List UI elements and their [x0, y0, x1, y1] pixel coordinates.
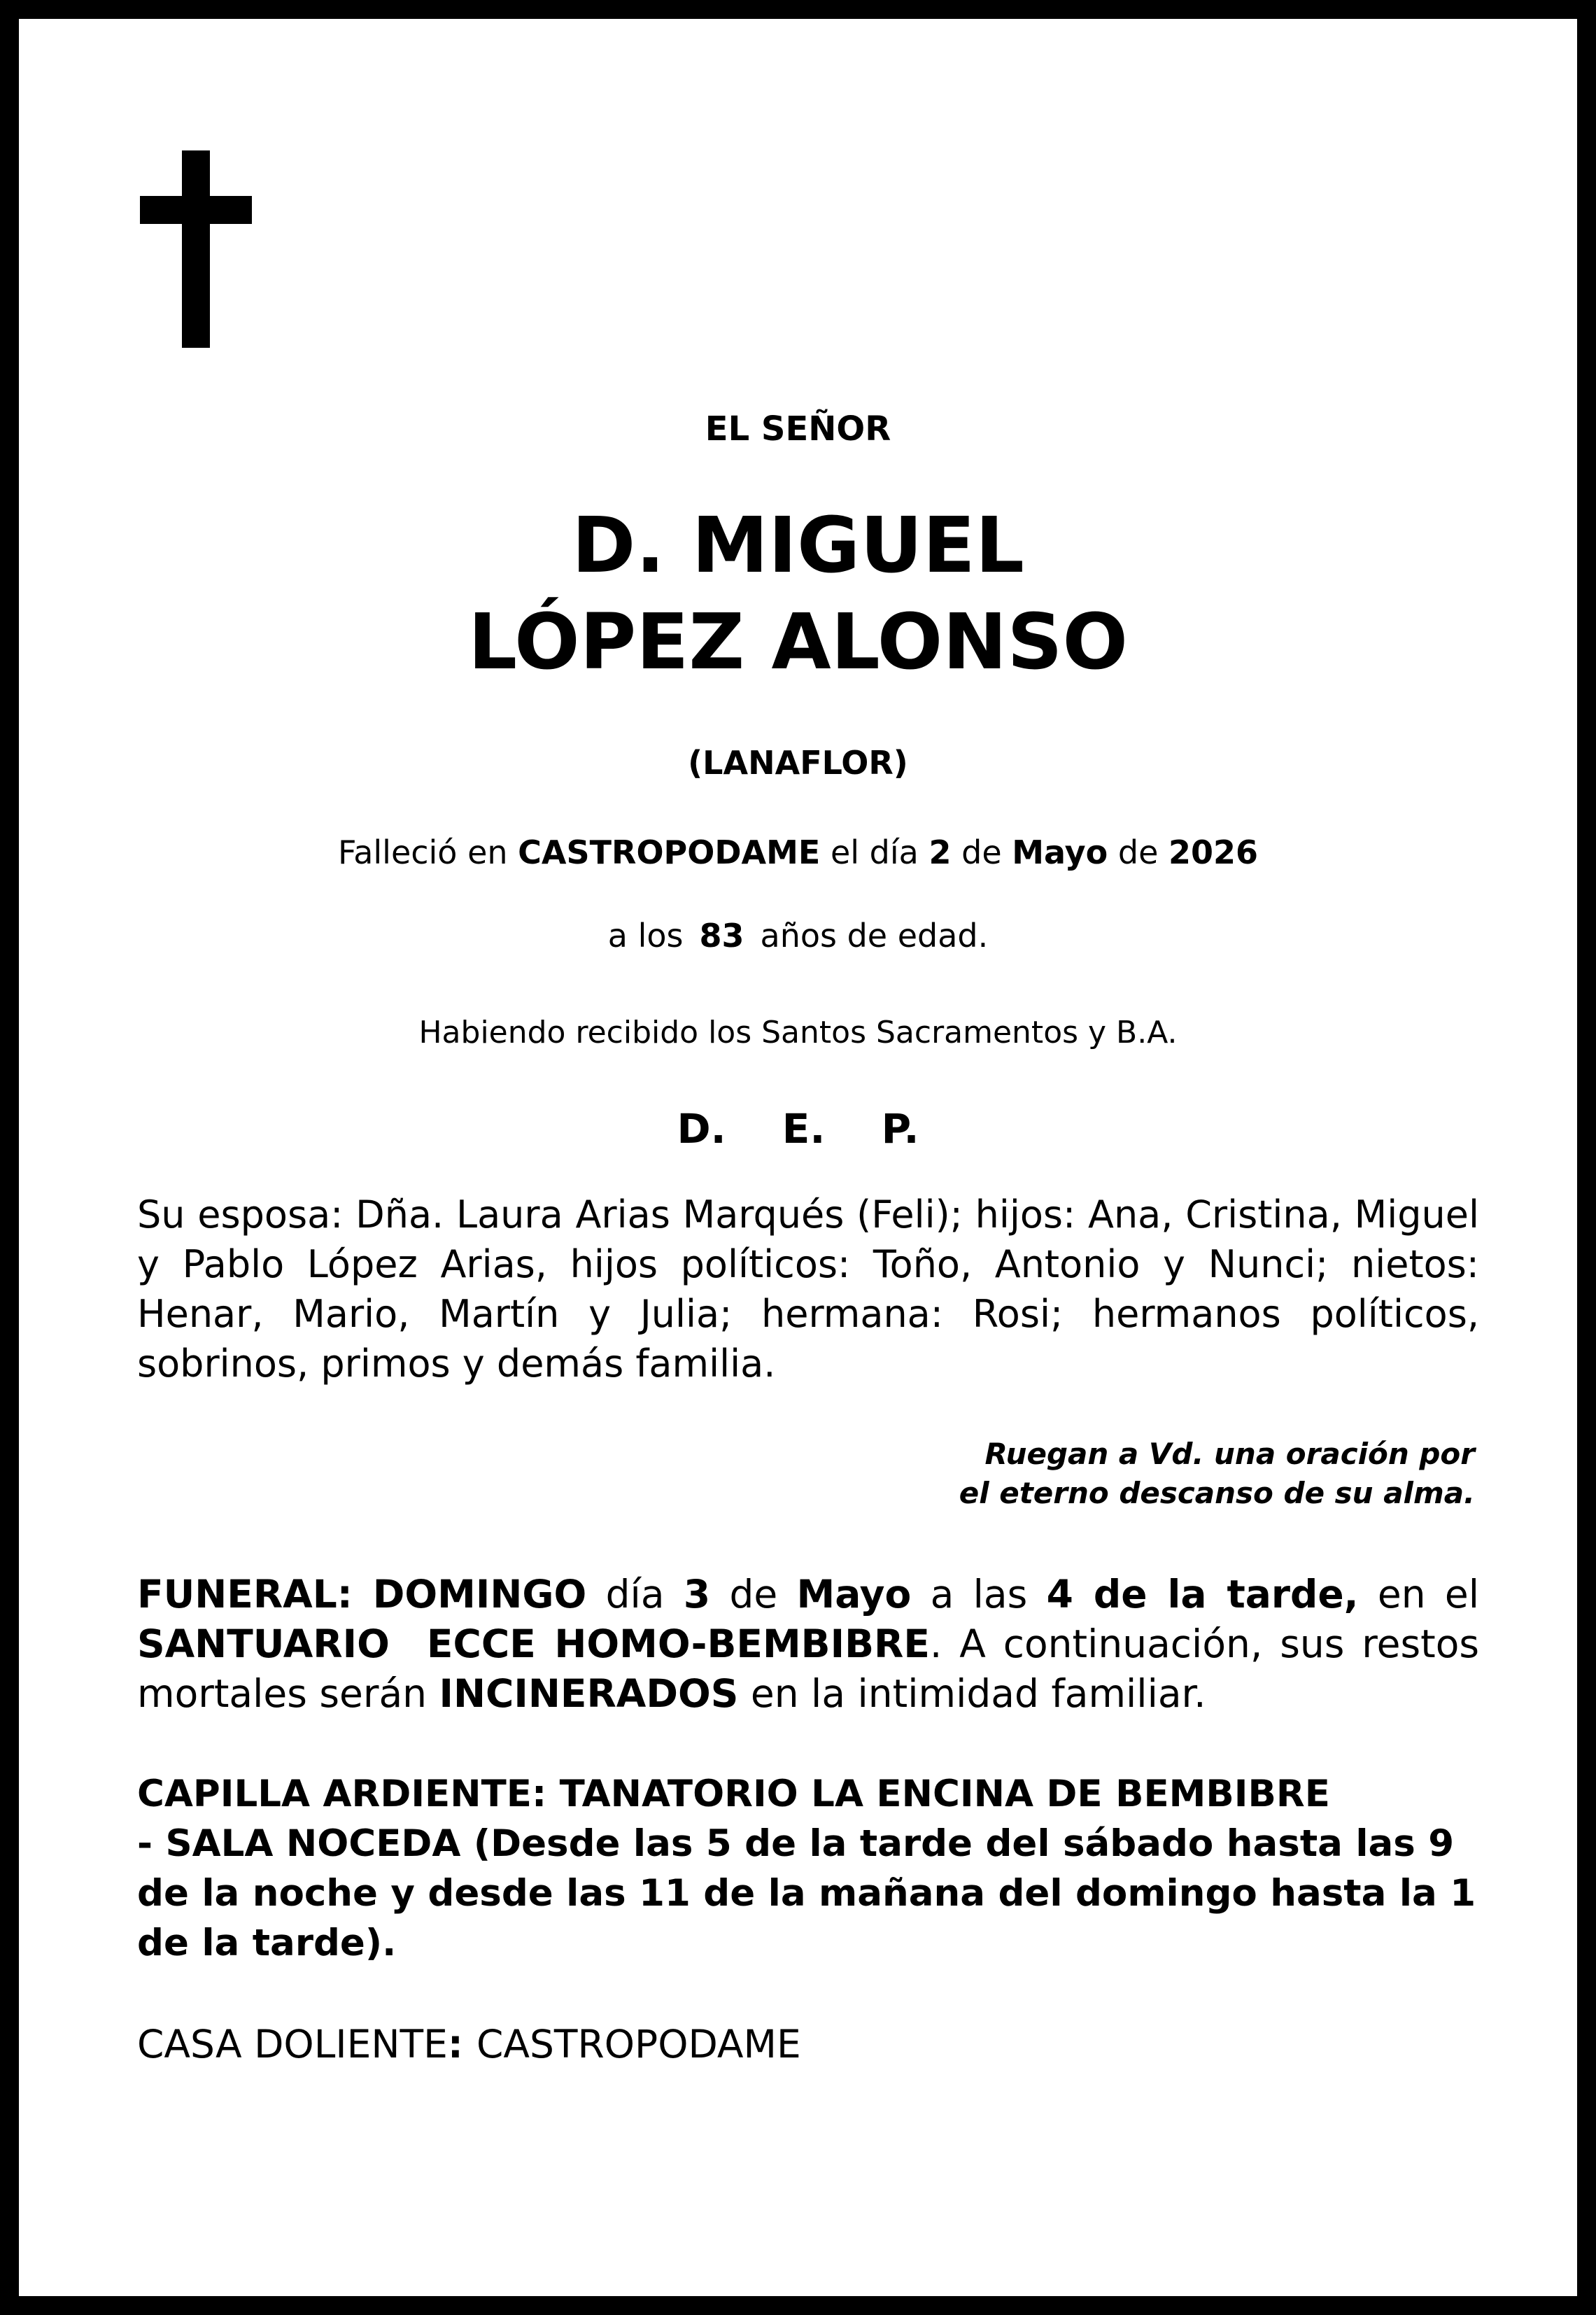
casa-place: CASTROPODAME: [476, 2022, 801, 2067]
deceased-name: [0, 497, 1596, 690]
death-year: 2026: [1168, 833, 1259, 871]
prayer-request: [700, 1435, 1475, 1513]
funeral-time: 4 de la tarde,: [1046, 1572, 1359, 1617]
death-month: Mayo: [1012, 833, 1108, 871]
capilla-ardiente: [137, 1769, 1479, 1968]
funeral-month: Mayo: [796, 1572, 912, 1617]
alias: (LANAFLOR): [688, 744, 908, 782]
death-details: Falleció en CASTROPODAME el día 2 de Mayo de 2026: [337, 833, 1259, 871]
cross-icon: [140, 150, 252, 348]
prayer-line-2: el eterno descanso de su alma.: [959, 1476, 1475, 1510]
name-line-1: D. MIGUEL: [572, 500, 1024, 590]
capilla-place: TANATORIO LA ENCINA DE BEMBIBRE: [559, 1773, 1330, 1815]
age-value: 83: [699, 917, 744, 955]
title-prefix: EL SEÑOR: [705, 409, 891, 449]
funeral-label: FUNERAL: DOMINGO: [137, 1572, 587, 1617]
funeral-place: SANTUARIO ECCE HOMO-BEMBIBRE: [137, 1621, 930, 1666]
death-day: 2: [928, 833, 952, 871]
funeral-day: 3: [683, 1572, 711, 1617]
family-paragraph: Su esposa: Dña. Laura Arias Marqués (Feli); hijos: Ana, Cristina, Miguel y Pablo López Arias, hijos políticos: Toño, Antonio y Nunci; nietos: Henar, Mario, Martín y Julia; hermana: Rosi; hermanos políticos, sobrinos, primos y demás familia.: [137, 1192, 1479, 1386]
rip-line: D. E. P.: [677, 1105, 919, 1153]
age-line: a los 83 años de edad.: [607, 917, 989, 955]
capilla-details: - SALA NOCEDA (Desde las 5 de la tarde del sábado hasta las 9 de la noche y desde las 11 de la mañana del domingo hasta la 1 de la tarde).: [137, 1822, 1476, 1964]
funeral-paragraph: FUNERAL: DOMINGO día 3 de Mayo a las 4 de la tarde, en el SANTUARIO ECCE HOMO-BEMBIBRE. A continuación, sus restos mortales serán INCINERADOS en la intimidad familiar.: [137, 1572, 1480, 1716]
casa-doliente: CASA DOLIENTE: CASTROPODAME: [137, 2022, 801, 2067]
death-place: CASTROPODAME: [518, 833, 821, 871]
sacraments-line: Habiendo recibido los Santos Sacramentos y B.A.: [418, 1015, 1178, 1050]
capilla-heading: CAPILLA ARDIENTE: TANATORIO LA ENCINA DE BEMBIBRE: [137, 1773, 1330, 1815]
funeral-action: INCINERADOS: [439, 1671, 739, 1716]
name-line-2: LÓPEZ ALONSO: [467, 597, 1129, 687]
prayer-line-1: Ruegan a Vd. una oración por: [984, 1437, 1475, 1471]
